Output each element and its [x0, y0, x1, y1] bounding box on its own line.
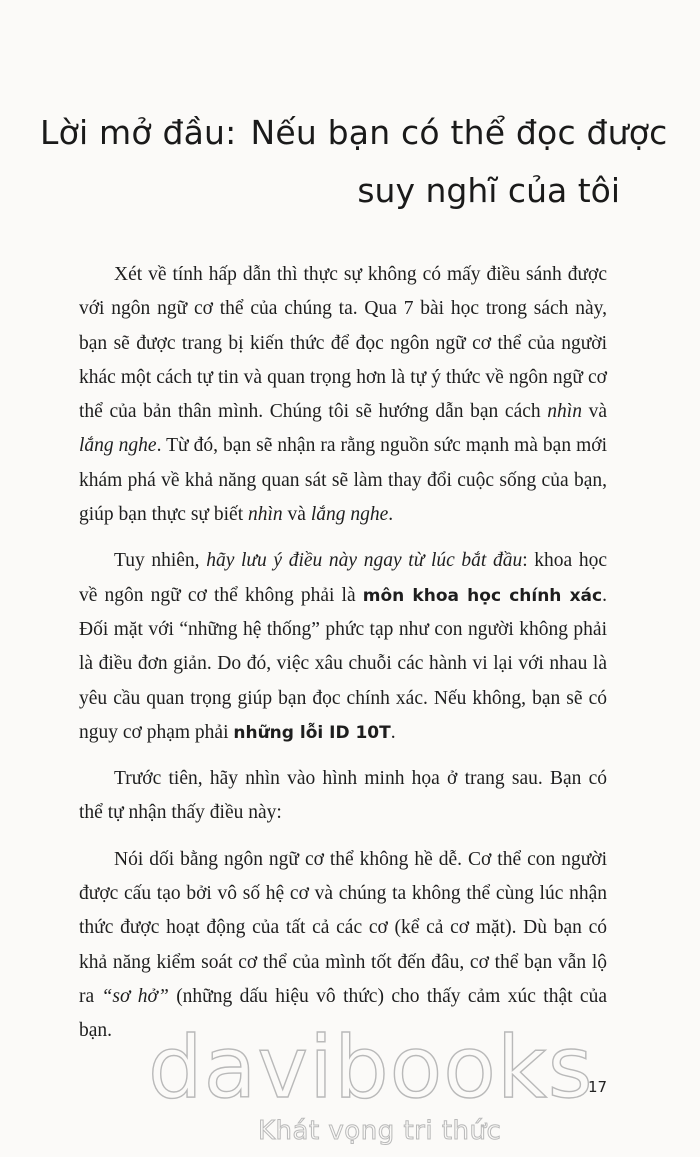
italic-text: nhìn [248, 504, 283, 526]
watermark-brand: davibooks [148, 1018, 594, 1118]
text-run: : khoa học về ngôn ngữ cơ thể không phải là [79, 550, 607, 606]
text-run: . [388, 504, 394, 526]
text-run: và [282, 504, 311, 526]
heading-title-part-1: Nếu bạn có thể đọc được [250, 113, 668, 152]
watermark-slogan: Khát vọng tri thức [258, 1116, 502, 1146]
italic-text: nhìn [547, 401, 582, 423]
bold-text: những lỗi ID 10T [233, 722, 391, 743]
text-run: Trước tiên, hãy nhìn vào hình minh họa ở trang sau. Bạn có thể tự nhận thấy điều này: [79, 768, 607, 824]
text-run: Nói dối bằng ngôn ngữ cơ thể không hề dễ. Cơ thể con người được cấu tạo bởi vô số hệ cơ và chúng ta không thể cùng lúc nhận thức được hoạt động của tất cả các cơ (kể cả cơ mặt). Dù bạn có khả năng kiểm soát cơ thể của mình tốt đến đâu, cơ thể bạn vẫn lộ ra [79, 848, 607, 1007]
text-run: Tuy nhiên, [114, 550, 207, 572]
paragraph-2 [79, 544, 607, 750]
page-number: 17 [588, 1078, 608, 1096]
text-run: . [390, 721, 396, 743]
text-run: (những dấu hiệu vô thức) cho thấy cảm xúc thật của bạn. [79, 985, 607, 1042]
paragraph-1 [79, 258, 607, 532]
paragraph-4 [79, 843, 607, 1049]
paragraph-3 [79, 762, 607, 831]
text-run: . Từ đó, bạn sẽ nhận ra rằng nguồn sức mạnh mà bạn mới khám phá về khả năng quan sát sẽ làm thay đổi cuộc sống của bạn, giúp bạn thực sự biết [79, 435, 607, 526]
heading-label: Lời mở đầu: [40, 113, 237, 152]
chapter-heading [40, 108, 668, 216]
heading-line-2: suy nghĩ của tôi [357, 171, 620, 210]
italic-text: lắng nghe [310, 504, 389, 526]
italic-text: lắng nghe [79, 435, 157, 457]
text-run: . Đối mặt với “những hệ thống” phức tạp như con người không phải là điều đơn giản. Do đó, việc xâu chuỗi các hành vi lại với nhau là yêu cầu quan trọng giúp bạn đọc chính xác. Nếu không, bạn sẽ có nguy cơ phạm phải [79, 584, 607, 743]
italic-text: hãy lưu ý điều này ngay từ lúc bắt đầu [206, 550, 523, 572]
bold-text: môn khoa học chính xác [362, 585, 603, 606]
body-text [79, 258, 607, 1061]
text-run: Xét về tính hấp dẫn thì thực sự không có mấy điều sánh được với ngôn ngữ cơ thể của chúng ta. Qua 7 bài học trong sách này, bạn sẽ được trang bị kiến thức để đọc ngôn ngữ cơ thể của người khác một cách tự tin và quan trọng hơn là tự ý thức về ngôn ngữ cơ thể của bản thân mình. Chúng tôi sẽ hướng dẫn bạn cách [79, 264, 607, 423]
italic-text: “sơ hở” [101, 985, 169, 1007]
text-run: và [581, 401, 608, 423]
heading-line-1 [40, 108, 668, 158]
